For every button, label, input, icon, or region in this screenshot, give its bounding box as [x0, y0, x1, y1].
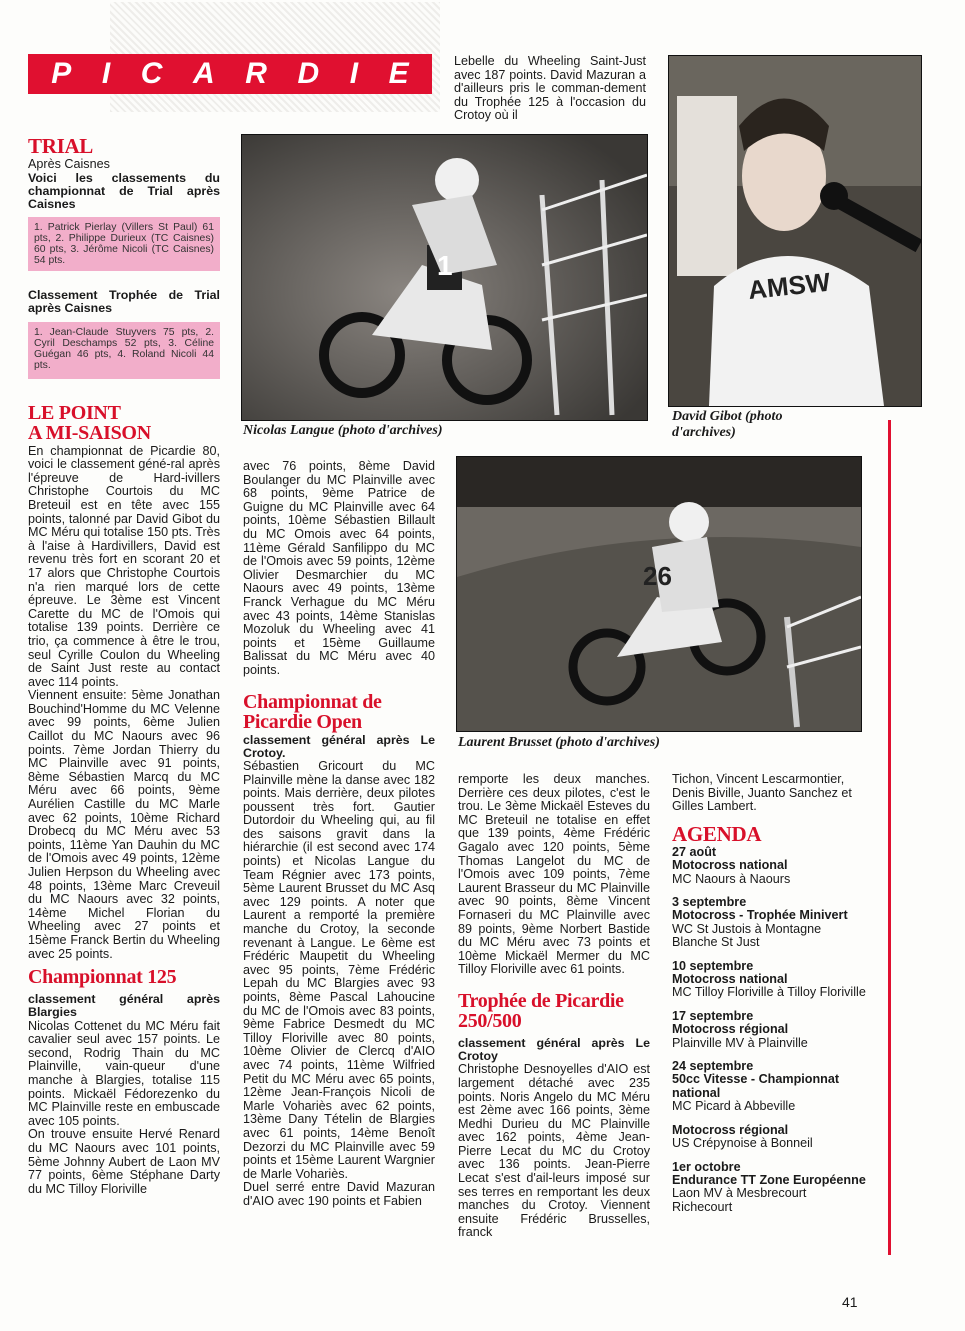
agenda-place: Plainville MV à Plainville — [672, 1035, 808, 1050]
agenda-item — [672, 846, 868, 886]
agenda-event: Motocross régional — [672, 1022, 789, 1037]
section-banner — [28, 54, 432, 94]
agenda-event: Motocross national — [672, 858, 788, 873]
col4-paragraph-1: Tichon, Vincent Lescarmontier, Denis Biville, Juanto Sanchez et Gilles Lambert. — [672, 772, 852, 814]
motocross-photo-1 — [242, 135, 647, 420]
agenda-date: 3 septembre — [672, 895, 747, 909]
agenda-heading: AGENDA — [672, 821, 762, 846]
agenda-item — [672, 1161, 868, 1215]
ch125-subheading: classement général après Blargies — [28, 992, 220, 1020]
ch125-paragraph-2: On trouve ensuite Hervé Renard du MC Naours avec 101 points, 5ème Johnny Aubert de Laon MV 77 points, 6ème Stéphane Darty du MC Tilloy Floriville — [28, 1127, 220, 1196]
banner-letter: E — [388, 57, 409, 90]
shirt-lettering: AMSW — [746, 266, 832, 306]
point-heading-line2: A MI-SAISON — [28, 421, 151, 444]
trial-trophy-box: 1. Jean-Claude Stuyvers 75 pts, 2. Cyril Deschamps 52 pts, 3. Céline Guégan 46 pts, 4. Roland Nicoli 44 pts. — [28, 322, 220, 379]
trial-heading: TRIAL — [28, 134, 94, 158]
agenda-item — [672, 1010, 868, 1050]
motocross-photo-3 — [457, 457, 861, 731]
banner-letter: D — [297, 57, 320, 90]
banner-letter: C — [140, 57, 163, 90]
bike-number-1: 1 — [437, 250, 453, 281]
col2-paragraph-3: Duel serré entre David Mazuran d'AIO avec 190 points et Fabien — [243, 1180, 435, 1208]
agenda-date: 24 septembre — [672, 1059, 754, 1074]
caption-photo-1: Nicolas Langue (photo d'archives) — [243, 423, 443, 438]
caption-photo-2-line2: d'archives) — [672, 425, 736, 440]
agenda-date: 10 septembre — [672, 958, 754, 973]
agenda-event: Motocross - Trophée Minivert — [672, 908, 848, 923]
agenda-place: MC Tilloy Floriville à Tilloy Floriville — [672, 985, 866, 1000]
bike-number-26: 26 — [643, 561, 672, 591]
caption-photo-2-line1: David Gibot (photo — [672, 409, 783, 424]
agenda-event: Endurance TT Zone Européenne — [672, 1172, 866, 1187]
column-4 — [672, 773, 868, 1224]
point-heading — [28, 403, 220, 443]
banner-letter: R — [245, 57, 267, 90]
caption-photo-2 — [672, 409, 782, 441]
col3-paragraph-1: remporte les deux manches. Derrière ces deux pilotes, c'est le trou. Le 3ème Mickaël Esteves du MC Breteuil ne totalise en effet que 139 points, 4ème Frédéric Gagalo avec 120 points, 5ème Thomas Langelot du MC de l'Omois avec 109 points, 7ème Laurent Brasseur du MC Plainville avec 90 points, 8ème Vincent Fornaseri du MC Plainville avec 89 points, 9ème Norbert Bastide du MC Méru avec 73 points et 10ème Mickaël Mermer du MC Tilloy Floriville avec 61 points. — [458, 772, 650, 977]
open-heading-line2: Picardie Open — [243, 710, 362, 733]
agenda-place: US Crépynoise à Bonneil — [672, 1136, 813, 1151]
agenda-item — [672, 1124, 868, 1151]
agenda-place: MC Naours à Naours — [672, 871, 791, 886]
column-2 — [243, 460, 435, 1209]
trial-place: Après Caisnes — [28, 157, 110, 171]
agenda-item — [672, 896, 868, 950]
agenda-event: 50cc Vitesse - Championnat national — [672, 1072, 840, 1100]
col2-paragraph-2: Sébastien Gricourt du MC Plainville mène la danse avec 182 points. Mais derrière, deux pilotes poussent très fort. Gautier Dutordoir du Wheeling qui, au fil des saisons gravit dans la hiérarchie (il est second avec 174 points) et Nicolas Langue du Team Régnier avec 173 points, 5ème Laurent Brusset du MC Asq avec 129 points. A noter que Laurent a remporté la première manche du Crotoy, la seconde revenant à Langue. Le 6ème est Frédéric Maupetit du Wheeling avec 95 points, 7ème Frédéric Lepah du MC Blargies avec 93 points, 8ème Pascal Lahoucine du MC de l'Omois avec 83 points, 9ème Fabrice Desmedt du MC Tilloy Floriville avec 80 points, 10ème Olivier de Clercq d'AIO avec 74 points, 11ème Wilfried Petit du MC Méru avec 65 points, 12ème Jean-François Nicoli de Marle Vohariès avec 62 points, 13ème Dany Tételin de Blargies avec 61 points, 14ème Benoît Dezorzi du MC Plainville avec 59 points et 15ème Laurent Wargnier de Marle Vohariès. — [243, 758, 435, 1181]
column-3 — [458, 773, 650, 1240]
col3-paragraph-2: Christophe Desnoyelles d'AIO est largement détaché avec 235 points. Noris Angelo du MC Méru est 2ème avec 166 points, 3ème Medhi Durieu du MC Plainville avec 162 points, 4ème Jean-Pierre Lecat du MC du Crotoy avec 136 points. Jean-Pierre Lecat s'est d'ail-leurs imposé sur ses terres en remportant les deux manches du Crotoy. Viennent ensuite Frédéric Brusselles, franck — [458, 1062, 650, 1240]
top-column — [454, 55, 646, 123]
agenda-date: 1er octobre — [672, 1159, 741, 1174]
agenda-place: Laon MV à Mesbrecourt Richecourt — [672, 1186, 807, 1214]
agenda-event: Motocross régional — [672, 1122, 789, 1137]
agenda-place: MC Picard à Abbeville — [672, 1099, 796, 1114]
vertical-rule — [888, 420, 891, 1255]
trophy-heading-line1: Trophée de Picardie — [458, 989, 624, 1012]
column-1 — [28, 136, 220, 1196]
trophy-heading-line2: 250/500 — [458, 1009, 522, 1032]
banner-letter: I — [349, 57, 359, 90]
agenda-item — [672, 1060, 868, 1114]
page-number: 41 — [842, 1294, 858, 1310]
point-heading-line1: LE POINT — [28, 401, 121, 424]
open-heading — [243, 692, 435, 732]
ch125-paragraph-1: Nicolas Cottenet du MC Méru fait cavalier seul avec 157 points. Le second, Rodrig Thain du MC Plainville, vain-queur d'une manche à Blargies, totalise 115 points. Mickaël Fédorezenko du MC Plainville reste en embuscade avec 105 points. — [28, 1018, 220, 1128]
trial-intro: Voici les classements du championnat de Trial après Caisnes — [28, 170, 220, 211]
trophy-subheading: classement général après Le Crotoy — [458, 1035, 650, 1064]
agenda-place: WC St Justois à Montagne Blanche St Just — [672, 921, 822, 950]
trial-trophy-subheading: Classement Trophée de Trial après Caisnes — [28, 288, 220, 316]
open-heading-line1: Championnat de — [243, 690, 382, 713]
caption-photo-3: Laurent Brusset (photo d'archives) — [458, 735, 660, 750]
photo-david-gibot — [668, 55, 922, 407]
point-paragraph-1: En championnat de Picardie 80, voici le classement géné-ral après l'épreuve de Hard-ivillers Christophe Courtois du MC Breteuil est en tête avec 155 points, talonné par David Gibot du MC Méru qui totalise 150 pts. Très à l'aise à Hardivillers, David est revenu très fort en scorant 20 et 17 alors que Christophe Courtois n'a rien marqué lors de cette épreuve. Le 3ème est Vincent Carette du MC de l'Omois qui totalise 139 points. Derrière ce trio, ça commence à être le trou, seul Cyrille Coulon du Wheeling de Saint Just reste au contact avec 114 points. — [28, 443, 220, 689]
top-column-text: Lebelle du Wheeling Saint-Just avec 187 points. David Mazuran a d'ailleurs pris le comman-dement du Trophée 125 à l'occasion du Crotoy où il — [454, 54, 646, 123]
banner-letter: I — [101, 57, 111, 90]
agenda-event: Motocross national — [672, 972, 788, 987]
agenda-date: 17 septembre — [672, 1008, 754, 1023]
ch125-heading: Championnat 125 — [28, 966, 177, 989]
trophy-heading — [458, 991, 650, 1031]
agenda-item — [672, 960, 868, 1000]
trial-results-box: 1. Patrick Pierlay (Villers St Paul) 61 pts, 2. Philippe Durieux (TC Caisnes) 60 pts, 3. Jérôme Nicoli (TC Caisnes) 54 pts. — [28, 217, 220, 271]
portrait-photo — [669, 56, 921, 406]
photo-nicolas-langue — [241, 134, 648, 421]
open-subheading: classement général après Le Crotoy. — [243, 732, 435, 760]
banner-letter: A — [193, 57, 215, 90]
point-paragraph-2: Viennent ensuite: 5ème Jonathan Bouchind'Homme du MC Velenne avec 99 points, 6ème Julien Caillot du MC Naours avec 96 points. 7ème Jordan Thierry du MC Plainville avec 91 points, 8ème Sébastien Marcq du MC Méru avec 66 points, 9ème Aurélien Castille du MC Marle avec 62 points, 10ème Richard Drobecq du MC Méru avec 53 points, 11ème Yan Dauhin du MC de l'Omois avec 49 points, 12ème Julien Herpson du Wheeling avec 48 points, 13ème Marc Creveuil du MC Naours avec 32 points, 14ème Michel Florian du Wheeling avec 27 points et 15ème Franck Bertin du Wheeling avec 25 points. — [28, 688, 220, 961]
banner-letter: P — [51, 57, 72, 90]
photo-laurent-brusset — [456, 456, 862, 732]
agenda-date: 27 août — [672, 844, 717, 859]
col2-paragraph-1: avec 76 points, 8ème David Boulanger du MC Plainville avec 68 points, 9ème Patrice de Guigne du MC Plainville avec 64 points, 10ème Sébastien Billault du MC Omois avec 64 points, 11ème Gérald Sanfilippo du MC de l'Omois avec 59 points, 12ème Olivier Desmarchier du MC Naours avec 49 points, 13ème Franck Verhague du MC Méru avec 43 points, 14ème Stanislas Mozoluk du Wheeling avec 41 points et 15ème Guillaume Balissat du MC Méru avec 40 points. — [243, 459, 435, 677]
